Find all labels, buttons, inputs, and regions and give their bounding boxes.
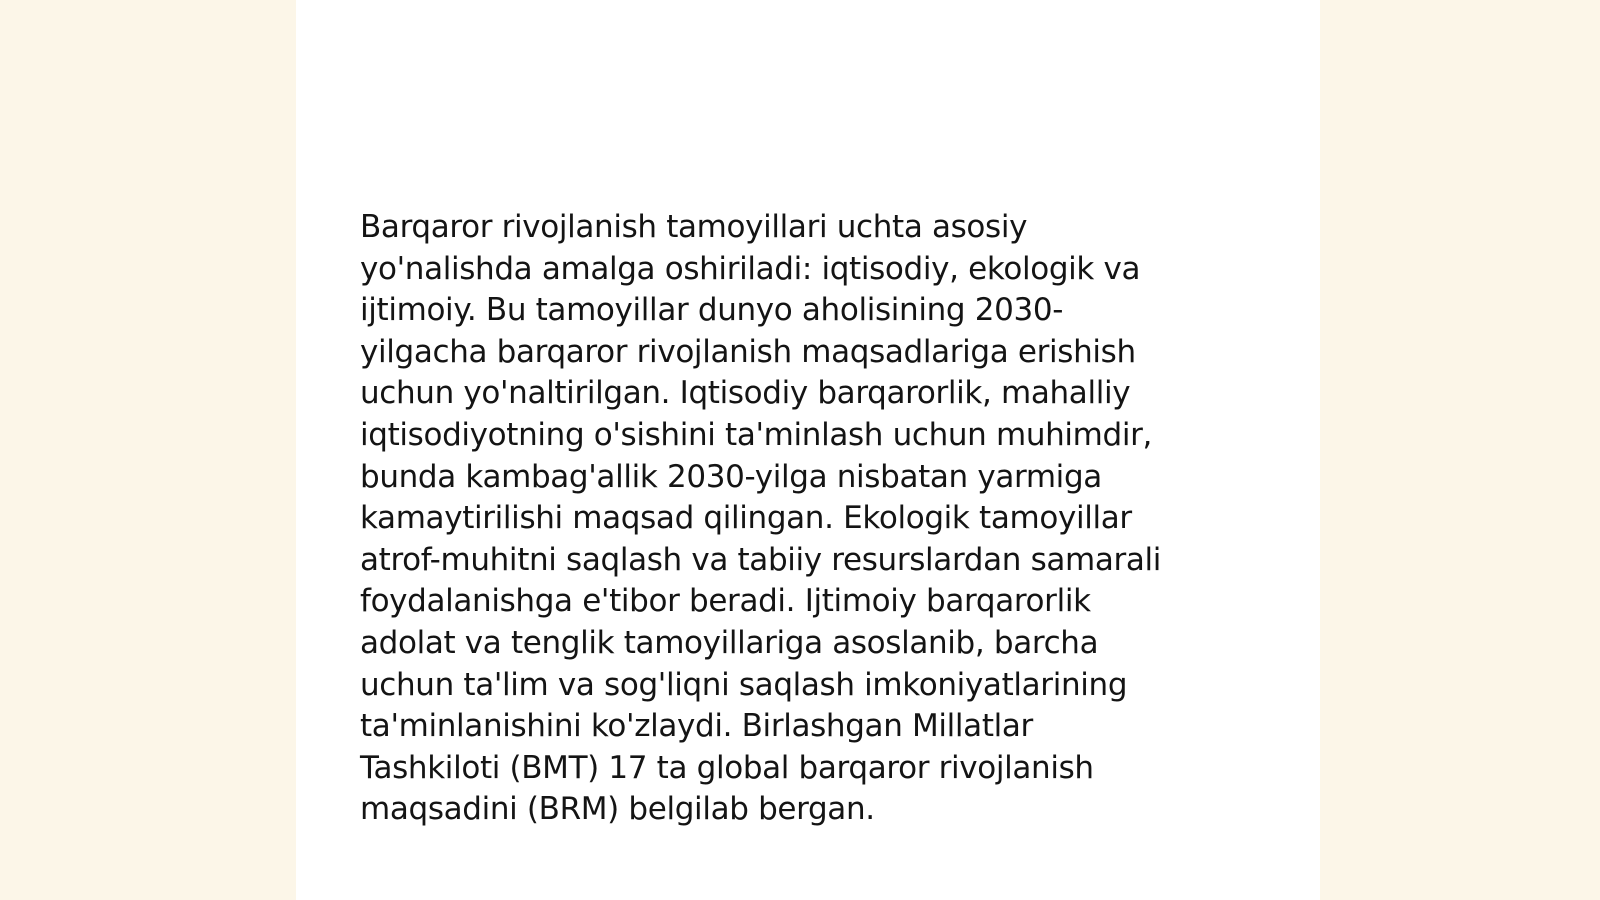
paragraph-line: foydalanishga e'tibor beradi. Ijtimoiy barqarorlik: [360, 583, 1091, 620]
paragraph-line: ijtimoiy. Bu tamoyillar dunyo aholisining 2030-: [360, 292, 1064, 329]
paragraph-line: iqtisodiyotning o'sishini ta'minlash uchun muhimdir,: [360, 416, 1153, 453]
body-paragraph: [360, 207, 1240, 831]
paragraph-line: uchun yo'naltirilgan. Iqtisodiy barqarorlik, mahalliy: [360, 375, 1131, 412]
paragraph-line: Barqaror rivojlanish tamoyillari uchta asosiy: [360, 209, 1028, 245]
paragraph-line: maqsadini (BRM) belgilab bergan.: [360, 791, 875, 828]
paragraph-line: ta'minlanishini ko'zlaydi. Birlashgan Millatlar: [360, 708, 1033, 745]
paragraph-line: atrof-muhitni saqlash va tabiiy resurslardan samarali: [360, 541, 1162, 578]
paragraph-line: yo'nalishda amalga oshiriladi: iqtisodiy, ekologik va: [360, 250, 1141, 287]
paragraph-line: Tashkiloti (BMT) 17 ta global barqaror rivojlanish: [360, 749, 1094, 786]
paragraph-line: bunda kambag'allik 2030-yilga nisbatan yarmiga: [360, 458, 1102, 495]
document-page: [296, 0, 1320, 900]
paragraph-line: yilgacha barqaror rivojlanish maqsadlariga erishish: [360, 333, 1136, 370]
paragraph-line: uchun ta'lim va sog'liqni saqlash imkoniyatlarining: [360, 666, 1128, 703]
paragraph-line: adolat va tenglik tamoyillariga asoslanib, barcha: [360, 624, 1099, 661]
paragraph-line: kamaytirilishi maqsad qilingan. Ekologik tamoyillar: [360, 500, 1132, 537]
